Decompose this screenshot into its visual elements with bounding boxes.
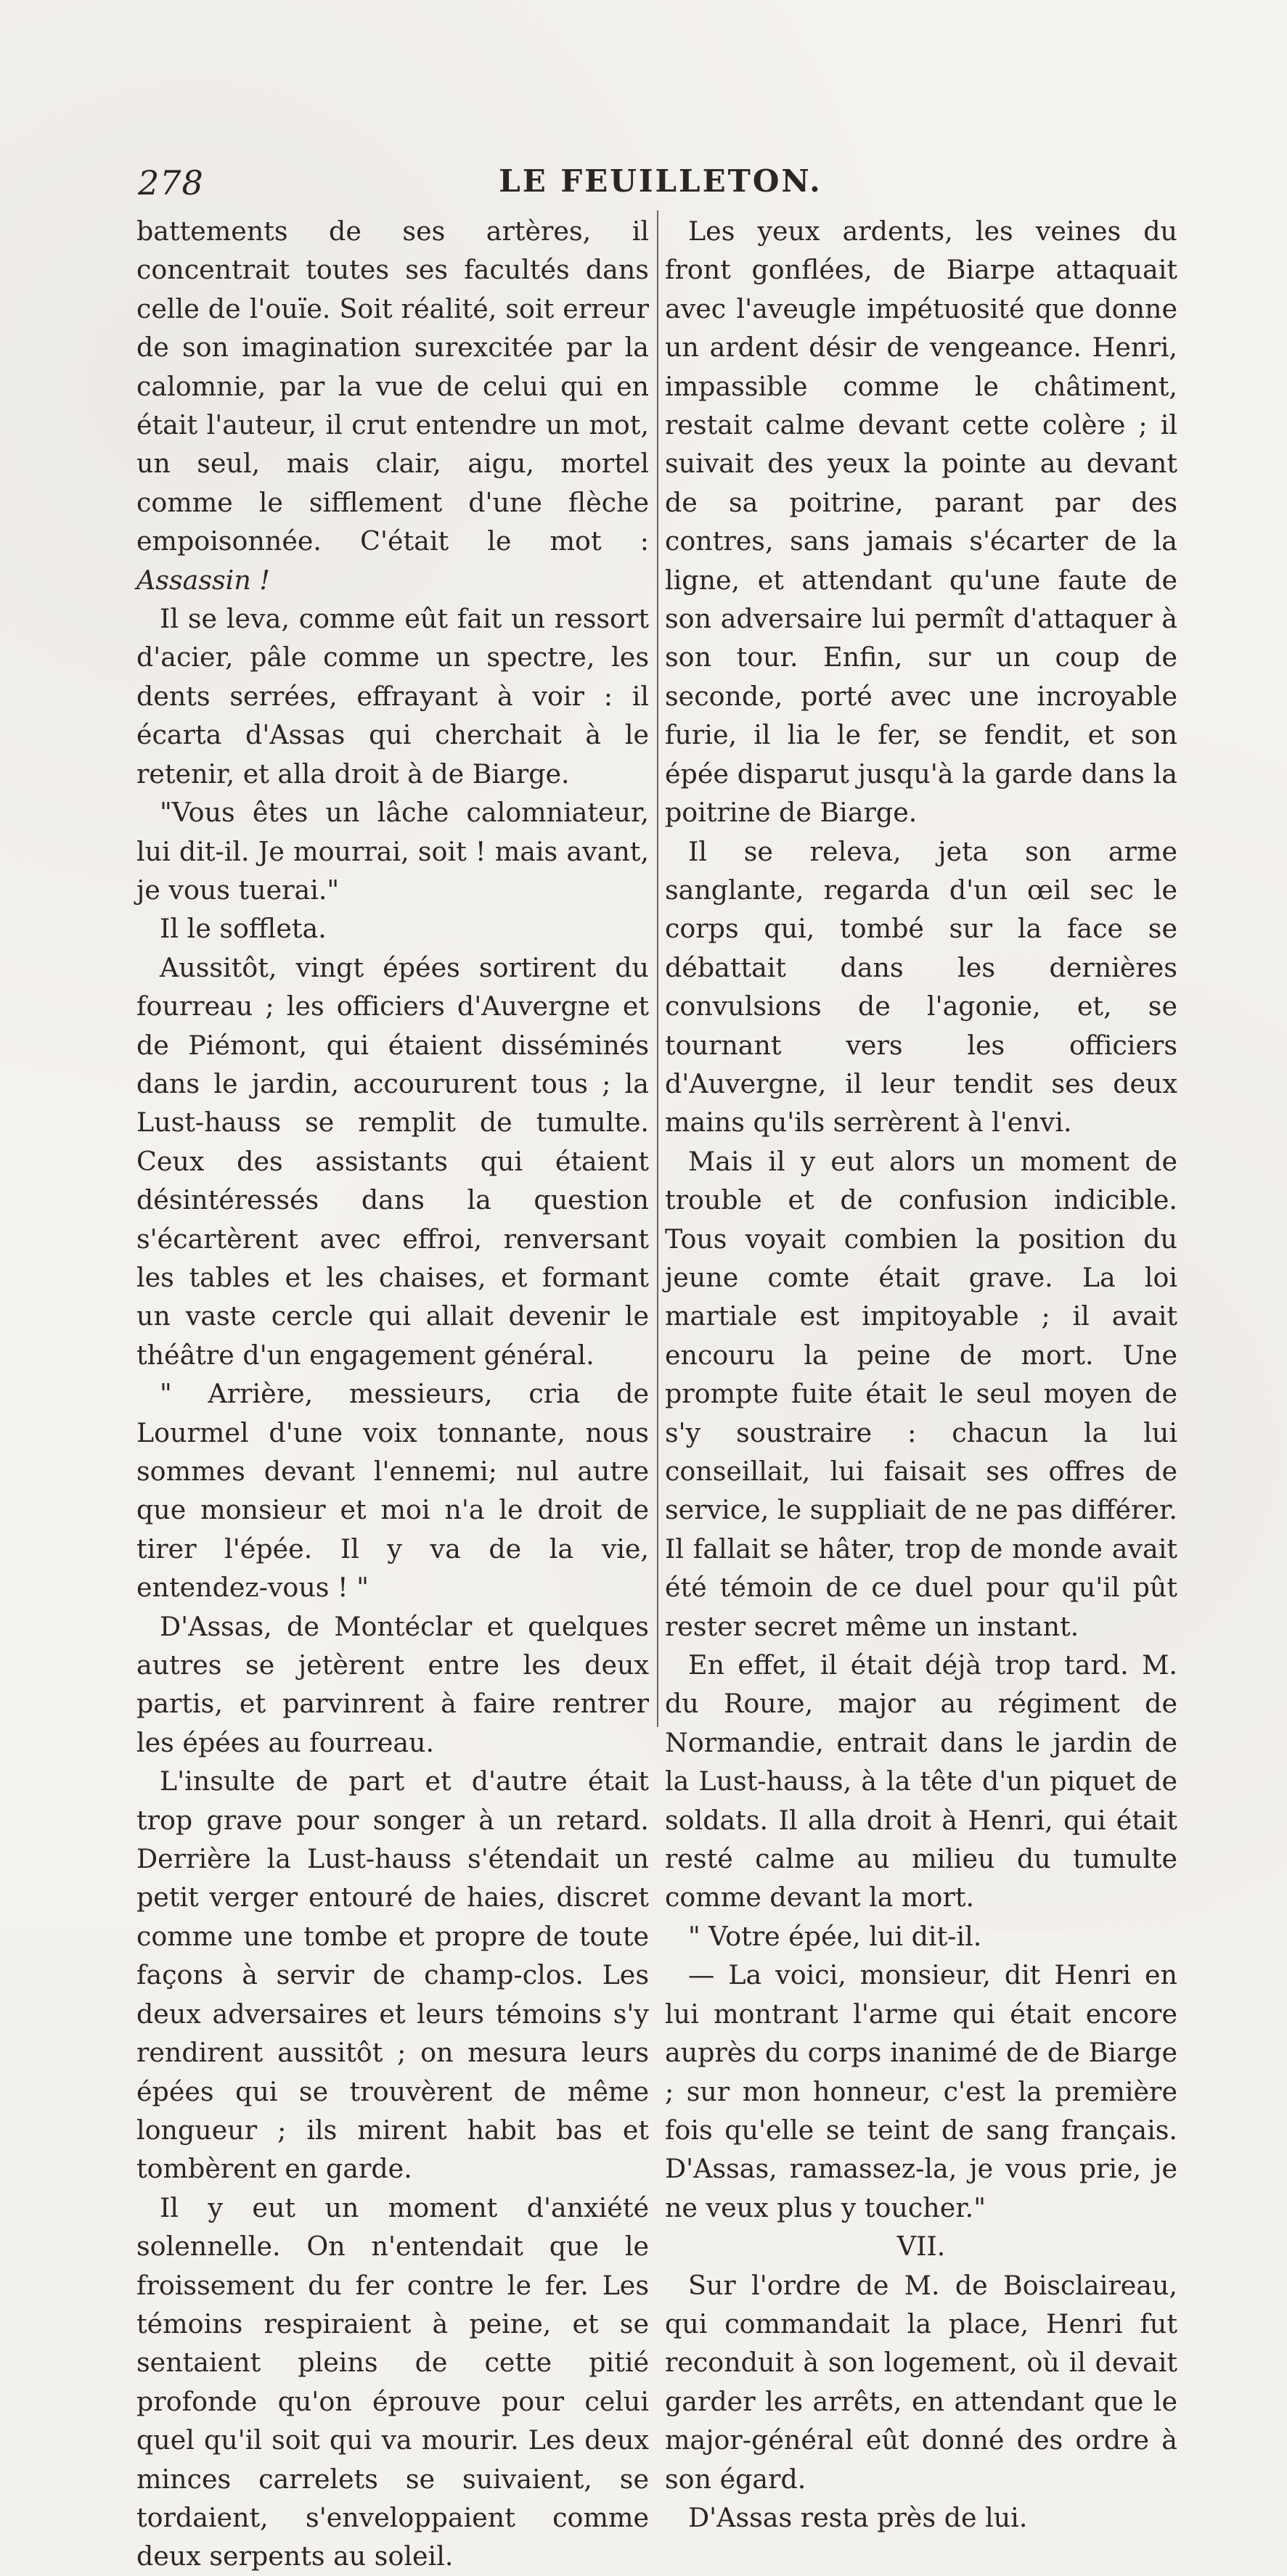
- left-column: [136, 212, 649, 2572]
- paragraph: Il le soffleta.: [160, 913, 327, 945]
- paragraph: " Votre épée, lui dit-il.: [688, 1920, 982, 1952]
- paragraph: [136, 212, 649, 599]
- paragraph: D'Assas resta près de lui.: [688, 2501, 1028, 2533]
- paragraph: L'insulte de part et d'autre était trop grave pour songer à un retard. Derrière la Lust-hauss s'étendait un petit verger entouré de haies, discret comme une tombe et propre de toute façons à servir de champ-clos. Les deux adversaires et leurs témoins s'y rendirent aussitôt ; on mesura leurs épées qui se trouvèrent de même longueur ; ils mirent habit bas et tombèrent en garde.: [136, 1765, 649, 2185]
- page-number: 278: [138, 163, 204, 202]
- paragraph: Aussitôt, vingt épées sortirent du fourreau ; les officiers d'Auvergne et de Piémont, qui étaient disséminés dans le jardin, accoururent tous ; la Lust-hauss se remplit de tumulte. Ceux des assistants qui étaient désintéressés dans la question s'écartèrent avec effroi, renversant les tables et les chaises, et formant un vaste cercle qui allait devenir le théâtre d'un engagement général.: [136, 951, 649, 1371]
- paragraph: Il se leva, comme eût fait un ressort d'acier, pâle comme un spectre, les dents serrées, effrayant à voir : il écarta d'Assas qui cherchait à le retenir, et alla droit à de Biarge.: [136, 603, 649, 789]
- paragraph: — La voici, monsieur, dit Henri en lui montrant l'arme qui était encore auprès du corps inanimé de de Biarge ; sur mon honneur, c'est la première fois qu'elle se teint de sang français. D'Assas, ramassez-la, je vous prie, je ne veux plus y toucher.": [665, 1959, 1177, 2223]
- page-header: [138, 163, 1183, 207]
- paragraph: Sur l'ordre de M. de Boisclaireau, qui commandait la place, Henri fut reconduit à son logement, où il devait garder les arrêts, en attendant que le major-général eût donné des ordre à son égard.: [665, 2269, 1177, 2495]
- paragraph: Les yeux ardents, les veines du front gonflées, de Biarpe attaquait avec l'aveugle impétuosité que donne un ardent désir de vengeance. Henri, impassible comme le châtiment, restait calme devant cette colère ; il suivait des yeux la pointe au devant de sa poitrine, parant par des contres, sans jamais s'écarter de la ligne, et attendant qu'une faute de son adversaire lui permît d'attaquer à son tour. Enfin, sur un coup de seconde, porté avec une incroyable furie, il lia le fer, se fendit, et son épée disparut jusqu'à la garde dans la poitrine de Biarge.: [665, 216, 1177, 829]
- paragraph: Mais il y eut alors un moment de trouble et de confusion indicible. Tous voyait combien la position du jeune comte était grave. La loi martiale est impitoyable ; il avait encouru la peine de mort. Une prompte fuite était le seul moyen de s'y soustraire : chacun la lui conseillait, lui faisait ses offres de service, le suppliait de ne pas différer. Il fallait se hâter, trop de monde avait été témoin de ce duel pour qu'il pût rester secret même un instant.: [665, 1145, 1177, 1642]
- column-divider: [657, 210, 658, 1727]
- paragraph: "Vous êtes un lâche calomniateur, lui dit-il. Je mourrai, soit ! mais avant, je vous tuerai.": [136, 797, 649, 906]
- paragraph: D'Assas, de Montéclar et quelques autres se jetèrent entre les deux partis, et parvinrent à faire rentrer les épées au fourreau.: [136, 1610, 649, 1758]
- paragraph: Il se releva, jeta son arme sanglante, regarda d'un œil sec le corps qui, tombé sur la face se débattait dans les dernières convulsions de l'agonie, et, se tournant vers les officiers d'Auvergne, il leur tendit ses deux mains qu'ils serrèrent à l'envi.: [665, 835, 1177, 1139]
- right-column: [665, 212, 1177, 2533]
- running-title: LE FEUILLETON.: [499, 163, 822, 199]
- paragraph: Il y eut un moment d'anxiété solennelle. On n'entendait que le froissement du fer contre le fer. Les témoins respiraient à peine, et se sentaient pleins de cette pitié profonde qu'on éprouve pour celui quel qu'il soit qui va mourir. Les deux minces carrelets se suivaient, se tordaient, s'enveloppaient comme deux serpents au soleil.: [136, 2191, 649, 2572]
- paragraph: En effet, il était déjà trop tard. M. du Roure, major au régiment de Normandie, entrait dans le jardin de la Lust-hauss, à la tête d'un piquet de soldats. Il alla droit à Henri, qui était resté calme au milieu du tumulte comme devant la mort.: [665, 1649, 1177, 1913]
- paragraph: " Arrière, messieurs, cria de Lourmel d'une voix tonnante, nous sommes devant l'ennemi; nul autre que monsieur et moi n'a le droit de tirer l'épée. Il y va de la vie, entendez-vous ! ": [136, 1378, 649, 1604]
- section-heading: VII.: [896, 2231, 946, 2263]
- italic-word: Assassin !: [136, 564, 270, 596]
- paragraph-text: battements de ses artères, il concentrait toutes ses facultés dans celle de l'ouïe. Soit réalité, soit erreur de son imagination surexcitée par la calomnie, par la vue de celui qui en était l'auteur, il crut entendre un mot, un seul, mais clair, aigu, mortel comme le sifflement d'une flèche empoisonnée. C'était le mot :: [136, 216, 649, 557]
